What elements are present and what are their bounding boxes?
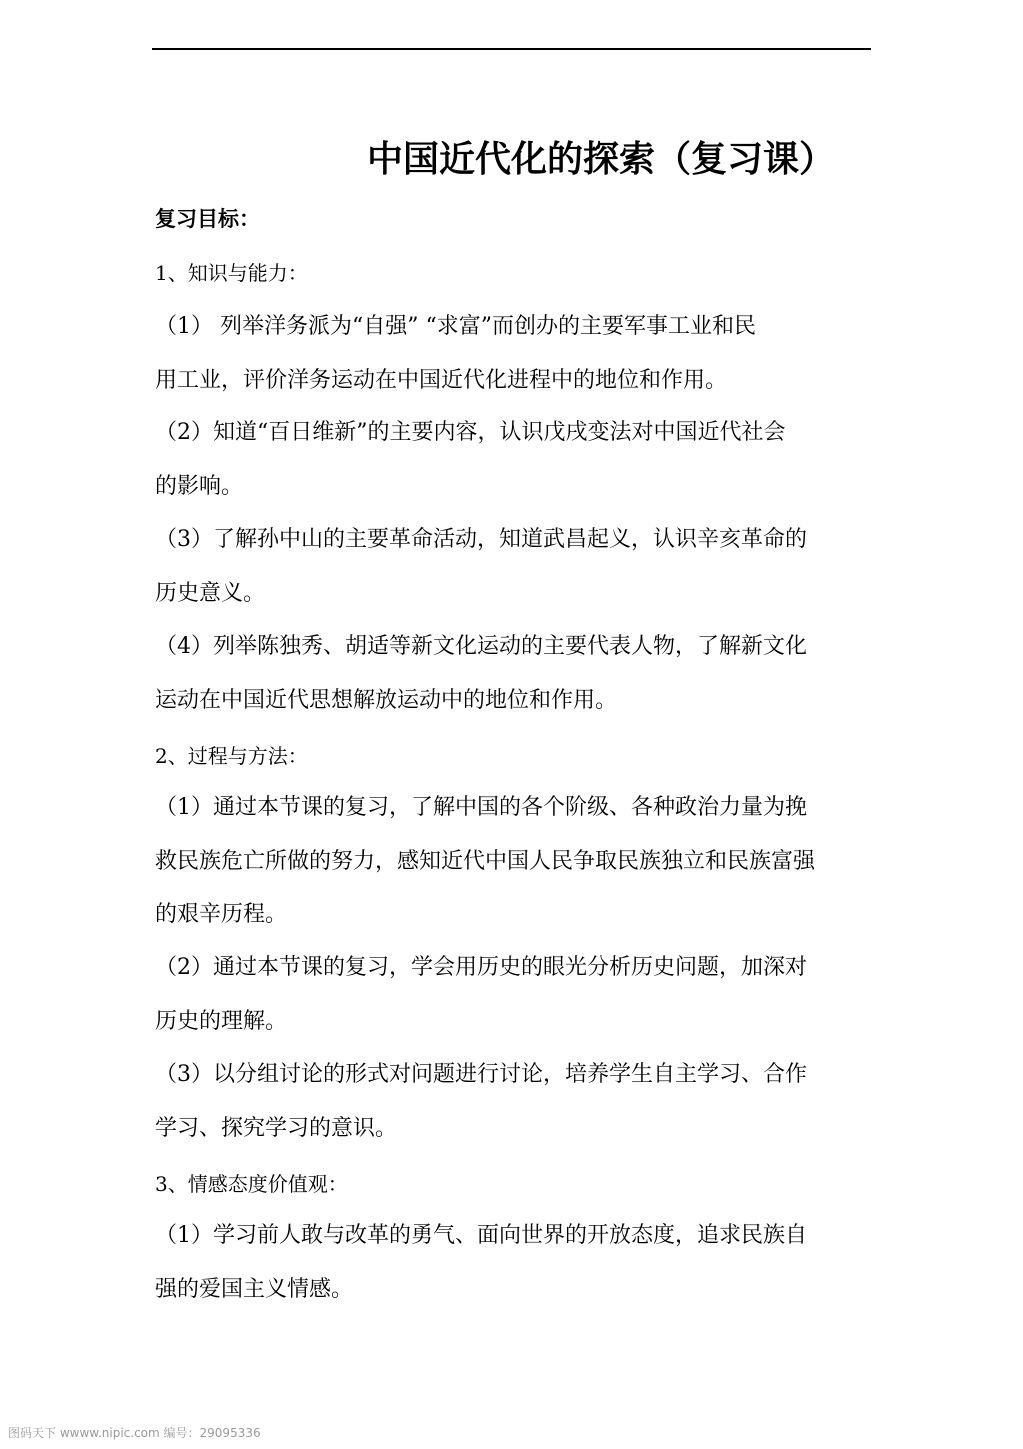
part1-item-2-line-1: （2）知道“百日维新”的主要内容，认识戊戌变法对中国近代社会 <box>155 420 786 445</box>
part2-item-3-line-1: （3）以分组讨论的形式对问题进行讨论，培养学生自主学习、合作 <box>155 1062 807 1087</box>
part2-item-3 <box>155 1048 871 1155</box>
part3-item-1 <box>155 1209 871 1316</box>
part1-item-2-line-2: 的影响。 <box>155 473 244 499</box>
part1-item-1-line-1: （1） 列举洋务派为“自强” “求富”而创办的主要军事工业和民 <box>155 314 756 339</box>
part1-item-1-line-2: 用工业，评价洋务运动在中国近代化进程中的地位和作用。 <box>155 367 728 393</box>
part1-item-3 <box>155 513 871 620</box>
watermark-text: 图码天下 wwww.nipic.com 编号：29095336 <box>8 1426 261 1440</box>
part2-heading: 2、过程与方法： <box>155 744 308 768</box>
part1-item-4 <box>155 620 871 727</box>
part2-item-1-line-3: 的艰辛历程。 <box>155 902 288 927</box>
part2-item-2-line-1: （2）通过本节课的复习，学会用历史的眼光分析历史问题，加深对 <box>155 955 807 980</box>
part1-heading: 1、知识与能力： <box>155 261 308 285</box>
part3-heading: 3、情感态度价值观： <box>155 1172 348 1196</box>
part2-item-1 <box>155 781 871 942</box>
part1-item-3-line-1: （3）了解孙中山的主要革命活动，知道武昌起义，认识辛亥革命的 <box>155 527 807 552</box>
part3-item-1-line-2: 强的爱国主义情感。 <box>155 1276 354 1302</box>
part2-item-2-line-2: 历史的理解。 <box>155 1008 288 1034</box>
part2-item-2 <box>155 941 871 1048</box>
part2-item-3-line-2: 学习、探究学习的意识。 <box>155 1115 398 1141</box>
part1-item-1 <box>155 300 871 407</box>
part1-item-3-line-2: 历史意义。 <box>155 580 266 606</box>
part2-item-1-line-2: 救民族危亡所做的努力，感知近代中国人民争取民族独立和民族富强 <box>155 848 816 874</box>
header-rule <box>152 48 871 50</box>
part1-item-4-line-2: 运动在中国近代思想解放运动中的地位和作用。 <box>155 687 618 713</box>
part2-item-1-line-1: （1）通过本节课的复习，了解中国的各个阶级、各种政治力量为挽 <box>155 795 807 820</box>
part3-item-1-line-1: （1）学习前人敢与改革的勇气、面向世界的开放态度，追求民族自 <box>155 1223 807 1248</box>
part1-item-2 <box>155 406 871 513</box>
section-heading: 复习目标： <box>155 207 260 231</box>
part1-item-4-line-1: （4）列举陈独秀、胡适等新文化运动的主要代表人物，了解新文化 <box>155 634 807 659</box>
document-title: 中国近代化的探索（复习课） <box>367 139 836 180</box>
